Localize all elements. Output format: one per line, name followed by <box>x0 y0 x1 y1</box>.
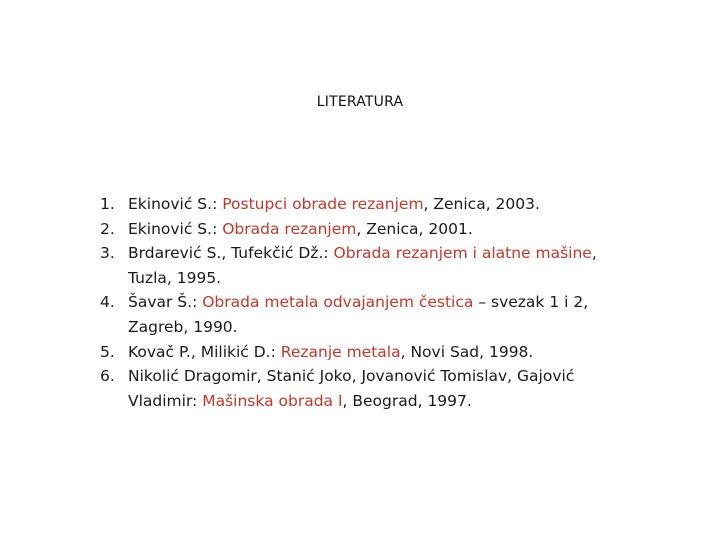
reference-publication-info: , Zenica, 2001. <box>356 219 473 238</box>
reference-number: 1. <box>100 195 115 213</box>
reference-number: 3. <box>100 244 115 263</box>
page-title: LITERATURA <box>316 94 404 110</box>
reference-number: 4. <box>100 293 115 312</box>
reference-text <box>128 241 620 290</box>
reference-item <box>100 364 620 413</box>
reference-text <box>128 340 620 365</box>
reference-text <box>128 192 620 217</box>
reference-number: 6. <box>100 367 115 386</box>
reference-item <box>100 192 620 217</box>
reference-publication-info: , Tuzla, 1995. <box>128 244 597 287</box>
reference-item <box>100 290 620 339</box>
reference-authors: Nikolić Dragomir, Stanić Joko, Jovanović Tomislav, Gajović Vladimir: <box>128 367 575 410</box>
reference-number: 5. <box>100 342 115 361</box>
reference-item <box>100 241 620 290</box>
reference-item <box>100 217 620 242</box>
reference-work-title: Obrada rezanjem <box>222 219 357 238</box>
reference-authors: Kovač P., Milikić D.: <box>128 342 281 361</box>
reference-text <box>128 217 620 242</box>
reference-publication-info: – svezak 1 i 2, Zagreb, 1990. <box>128 293 589 336</box>
reference-authors: Ekinović S.: <box>128 195 223 213</box>
reference-work-title: Postupci obrade rezanjem <box>222 195 424 213</box>
reference-list <box>100 192 620 413</box>
reference-authors: Ekinović S.: <box>128 219 223 238</box>
reference-publication-info: , Novi Sad, 1998. <box>400 342 534 361</box>
reference-work-title: Obrada metala odvajanjem čestica <box>202 293 474 312</box>
reference-text <box>128 290 620 339</box>
reference-authors: Brdarević S., Tufekčić Dž.: <box>128 244 334 263</box>
reference-work-title: Rezanje metala <box>280 342 401 361</box>
reference-work-title: Mašinska obrada I <box>202 391 343 410</box>
reference-publication-info: , Zenica, 2003. <box>423 195 540 213</box>
reference-text <box>128 364 620 413</box>
reference-work-title: Obrada rezanjem i alatne mašine <box>333 244 592 263</box>
reference-number: 2. <box>100 219 115 238</box>
reference-publication-info: , Beograd, 1997. <box>342 391 472 410</box>
reference-item <box>100 340 620 365</box>
reference-authors: Šavar Š.: <box>128 293 203 312</box>
